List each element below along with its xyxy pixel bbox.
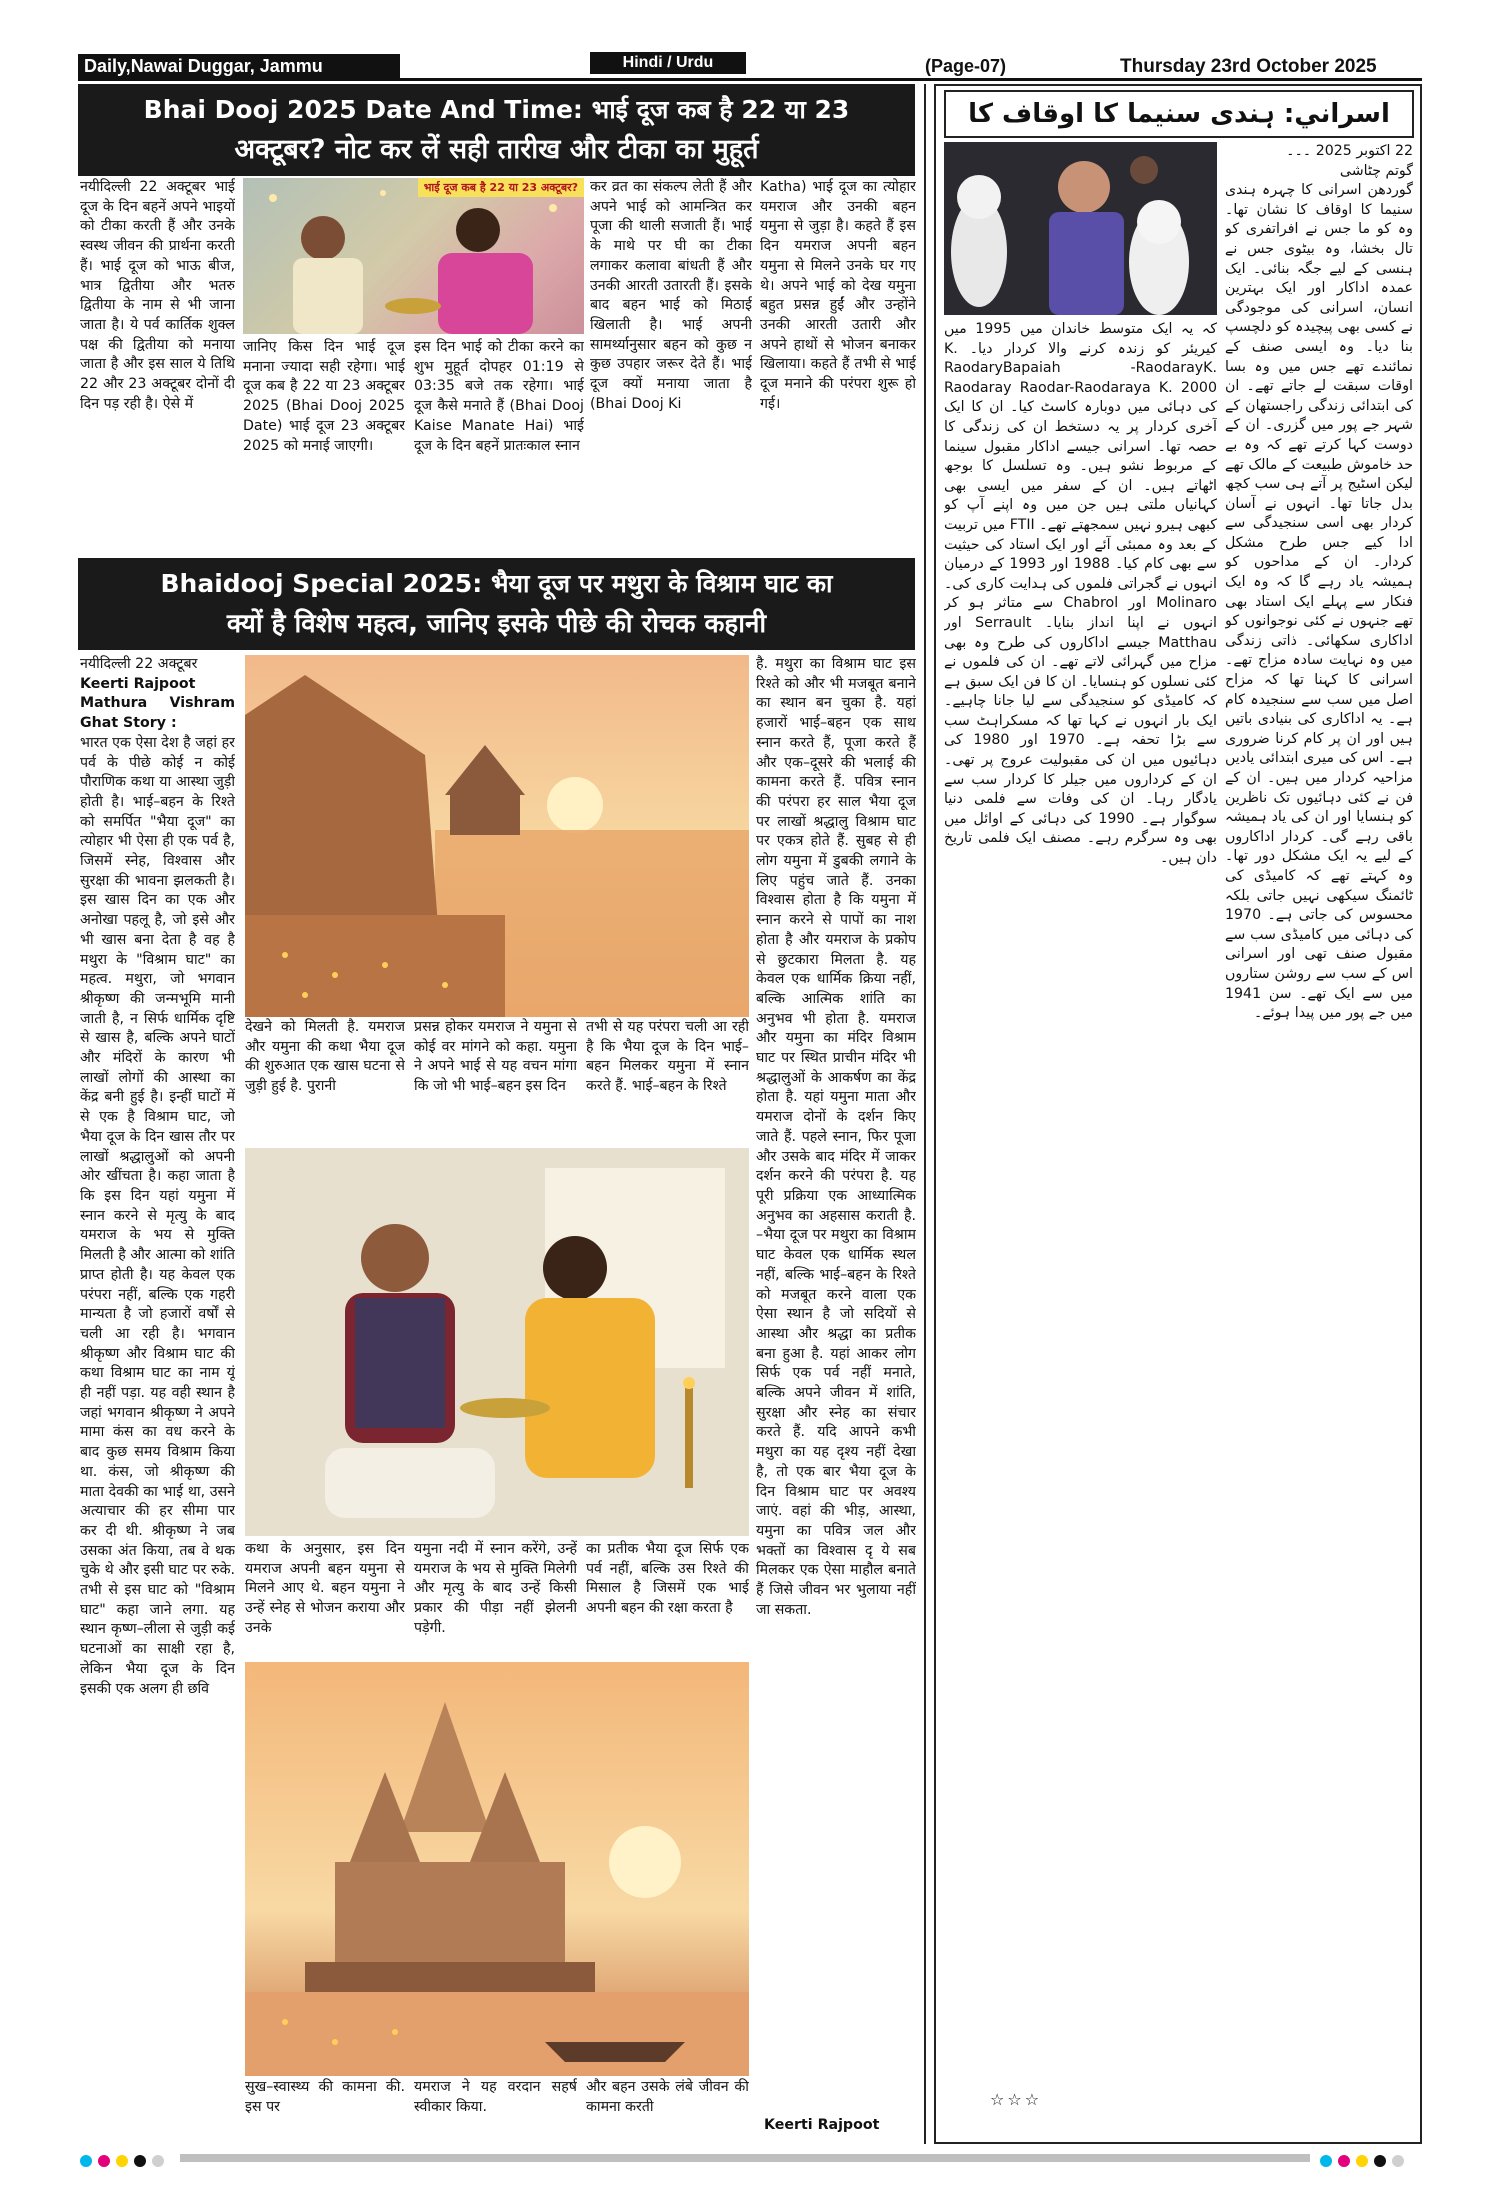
ghat-sunset-illustration [245, 655, 749, 1017]
article2-left-text: भारत एक ऐसा देश है जहां हर पर्व के पीछे कोई न कोई पौराणिक कथा या आस्था जुड़ी होती है। भाई–बहन के रिश्ते को समर्पित "भैया दूज" का त्योहार भी ऐसा ही एक पर्व है, जिसमें स्नेह, विश्वास और सुरक्षा की भावना झलकती है। इस खास दिन का एक और अनोखा पहलू है, जो इसे और भी खास बना देता है वह है मथुरा के "विश्राम घाट" का महत्व. मथुरा, जो भगवान श्रीकृष्ण की जन्मभूमि मानी जाती है, न सिर्फ धार्मिक दृष्टि से खास है, बल्कि अपने घाटों और मंदिरों के कारण भी लाखों लोगों की आस्था का केंद्र बनी हुई है। इन्हीं घाटों में से एक है विश्राम घाट, जो भैया दूज के दिन खास तौर पर लाखों श्रद्धालुओं को अपनी ओर खींचता है। कहा जाता है कि इस दिन यहां यमुना में स्नान करने से मृत्यु के बाद यमराज के भय से मुक्ति मिलती है और आत्मा को शांति प्राप्त होती है। यह केवल एक परंपरा नहीं, बल्कि एक गहरी मान्यता है जो हजारों वर्षों से चली आ रही है। भगवान श्रीकृष्ण और विश्राम घाट की कथा विश्राम घाट का नाम यूं ही नहीं पड़ा. यह वही स्थान है जहां भगवान श्रीकृष्ण ने अपने मामा कंस का वध करने के बाद कुछ समय विश्राम किया था. कंस, जो श्रीकृष्ण की माता देवकी का भाई था, उसने अत्याचार की हर सीमा पार कर दी थी. श्रीकृष्ण ने जब उसका अंत किया, तब वे थक चुके थे और इसी घाट पर रुके. तभी से इस घाट को "विश्राम घाट" कहा जाने लगा. यह स्थान कृष्ण–लीला से जुड़ी कई घटनाओं का साक्षी रहा है, लेकिन भैया दूज के दिन इसकी एक अलग ही छवि [80, 734, 235, 1697]
article2-right-column: है. मथुरा का विश्राम घाट इस रिश्ते को और भी मजबूत बनाने का स्थान बन चुका है. यहां हजारों भाई–बहन एक साथ स्नान करते हैं, पूजा करते हैं और एक–दूसरे की भलाई की कामना करते हैं. पवित्र स्नान की परंपरा हर साल भैया दूज पर लाखों श्रद्धालु विश्राम घाट पर एकत्र होते हैं. सुबह से ही लोग यमुना में डुबकी लगाने के लिए पहुंच जाते हैं. उनका विश्वास होता है कि यमुना में स्नान करने से पापों का नाश होता है और यमराज के प्रकोप से छुटकारा मिलता है. यह केवल एक धार्मिक क्रिया नहीं, बल्कि आत्मिक शांति का अनुभव भी होता है. यमराज और यमुना का मंदिर विश्राम घाट पर स्थित प्राचीन मंदिर भी श्रद्धालुओं के आकर्षण का केंद्र होता है. यहां यमुना माता और यमराज दोनों के दर्शन किए जाते हैं. पहले स्नान, फिर पूजा और उसके बाद मंदिर में जाकर दर्शन करने की परंपरा है. यह पूरी प्रक्रिया एक आध्यात्मिक अनुभव का अहसास कराती है. –भैया दूज पर मथुरा का विश्राम घाट केवल एक धार्मिक स्थल नहीं, बल्कि भाई–बहन के रिश्ते को मजबूत करने वाला एक ऐसा स्थान है जो सदियों से आस्था और श्रद्धा का प्रतीक बना हुआ है. यहां आकर लोग सिर्फ एक पर्व नहीं मनाते, बल्कि अपने जीवन में शांति, सुरक्षा और स्नेह का संचार करते हैं. यदि आपने कभी मथुरा का यह दृश्य नहीं देखा है, तो एक बार भैया दूज के दिन विश्राम घाट पर अवश्य जाएं. वहां की भीड़, आस्था, यमुना का पवित्र जल और भक्तों का विश्वास दृ ये सब मिलकर एक ऐसा माहौल बनाते हैं जिसे जीवन भर भुलाया नहीं जा सकता. [756, 656, 916, 1618]
language-label: Hindi / Urdu [590, 52, 746, 74]
urdu-date: 22 اکتوبر 2025 ۔۔۔ [1286, 143, 1413, 159]
article1-headline-line2: अक्टूबर? नोट कर लें सही तारीख और टीका का मुहूर्त [234, 134, 759, 165]
article1-col2 [243, 338, 405, 514]
issue-date: Thursday 23rd October 2025 [1120, 56, 1377, 77]
article2-headline-line2: क्यों है विशेष महत्व, जानिए इसके पीछे की रोचक कहानी [226, 609, 767, 639]
asrani-film-still [944, 142, 1217, 315]
article2-text-c: तभी से यह परंपरा चली आ रही है कि भैया दूज के दिन भाई–बहन मिलकर यमुना में स्नान करते हैं. भाई–बहन के रिश्ते [586, 1019, 749, 1095]
article1-photo [243, 178, 584, 334]
urdu-right-text: گوردھن اسرانی کا چہرہ ہندی سنیما کا اوقاف کا نشان تھا۔ وہ کو ما جس نے افراتفری کو تال بخشا، وہ بیٹوی جس نے ہنسی کے لیے جگہ بنائی۔ ایک عمدہ اداکار اور ایک بہترین انسان، اسرانی کی موجودگی نے کسی بھی پیچیدہ کو دلچسپ بنا دیا۔ وہ ایسی صنف کے نمائندے تھے جس میں وہ بسا اوقات سبقت لے جاتے تھے۔ ان کی ابتدائی زندگی راجستھان کے شہر جے پور میں گزری۔ ان کے دوست کہا کرتے تھے کہ وہ بے حد خاموش طبیعت کے مالک تھے لیکن اسٹیج پر آتے ہی سب کچھ بدل جاتا تھا۔ انہوں نے آسان کردار بھی اسی سنجیدگی سے ادا کیے جس طرح مشکل کردار۔ ان کے مداحوں کو ہمیشہ یاد رہے گا کہ وہ ایک فنکار سے پہلے ایک استاد بھی تھے جنہوں نے کئی نوجوانوں کو اداکاری سکھائی۔ ذاتی زندگی میں وہ نہایت سادہ مزاج تھے۔ اسرانی کا کہنا تھا کہ مزاح اصل میں سب سے سنجیدہ کام ہے۔ یہ اداکاری کی بنیادی باتیں ہیں اور ان پر کام کرنا ضروری ہے۔ اس کی میری ابتدائی یادیں مزاحیہ کردار میں ہیں۔ ان کے فن نے کئی دہائیوں تک ناظرین کو ہنسایا اور ان کی یاد ہمیشہ باقی رہے گی۔ کردار اداکاروں کے لیے یہ ایک مشکل دور تھا۔ وہ کہتے تھے کہ کامیڈی کی ٹائمنگ سیکھی نہیں جاتی بلکہ محسوس کی جاتی ہے۔ 1970 کی دہائی میں کامیڈی سب سے مقبول صنف تھی اور اسرانی اس کے سب سے روشن ستاروں میں سے ایک تھے۔ سن 1941 میں جے پور میں پیدا ہوئے۔ [1225, 182, 1413, 1022]
temple-illustration [245, 1662, 749, 2076]
article2-text-h: यमराज ने यह वरदान सहर्ष स्वीकार किया. [414, 2079, 577, 2115]
article1-col3: इस दिन भाई को टीका करने का शुभ मुहूर्त दोपहर 01:19 से 03:35 बजे तक रहेगा। भाई दूज कैसे मनाते हैं (Bhai Dooj Kaise Manate Hai) भाई दूज के दिन बहनें प्रातःकाल स्नान [414, 339, 584, 454]
asrani-photo [944, 142, 1217, 315]
article1-col5: Katha) भाई दूज का त्योहार यमराज और उनकी बहन यमुना से जुड़ा है। कहते हैं इस दिन यमराज अपनी बहन यमुना से मिलने उनके घर गए थे। अपने भाई को देख यमुना बहुत प्रसन्न हुईं और उन्होंने उनकी आरती उतारी और अपने हाथों से भोजन बनाकर खिलाया। कहते हैं तभी से भाई दूज मनाने की परंपरा शुरू हो गई। [760, 179, 916, 412]
newspaper-name: Daily,Nawai Duggar, Jammu [78, 54, 400, 78]
color-registration-left [80, 2152, 170, 2171]
article2-dateline: नयीदिल्ली 22 अक्टूबर [80, 656, 198, 672]
siblings-tilak-illustration [245, 1148, 749, 1536]
column-divider [924, 84, 926, 2144]
bhai-dooj-family-photo [245, 1148, 749, 1536]
urdu-right-column [1225, 142, 1413, 2132]
yellow-dot [116, 2155, 128, 2167]
temple-river-photo [245, 1662, 749, 2076]
article2-text-g: सुख–स्वास्थ्य की कामना की. इस पर [245, 2079, 405, 2115]
urdu-middle-columns: کہ یہ ایک متوسط خاندان میں 1995 میں کیریئر کو زندہ کرنے والا کردار دیا۔ K. RaodaryBapaiah -RaodarayK. Raodaray Raodar-Raodaraya K. 2000 کی دہائی میں دوبارہ کاسٹ کیا۔ ان کا ایک آخری کردار پر یہ دستخط ان کی زندگی کا حصہ تھا۔ اسرانی جیسے اداکار مقبول سینما کے مربوط نشو ہیں۔ وہ تسلسل کا بوجھ اٹھاتے ہیں۔ ان کے سفر میں ایسی بھی کہانیاں ملتی ہیں جن میں وہ اپنے آپ کو کبھی ہیرو نہیں سمجھتے تھے۔ FTII میں تربیت کے بعد وہ ممبئی آئے اور ایک استاد کی حیثیت سے بھی کام کیا۔ 1988 اور 1993 کے درمیان انہوں نے گجراتی فلموں کی ہدایت کاری کی۔ Molinaro اور Chabrol سے متاثر ہو کر انہوں نے اپنا انداز بنایا۔ Serrault اور Matthau جیسے اداکاروں کی طرح وہ بھی مزاح میں گہرائی لاتے تھے۔ ان کی فلموں نے کئی نسلوں کو ہنسایا۔ ان کا فن ایک سبق ہے کہ کامیڈی کو سنجیدگی سے لیا جانا چاہیے۔ ایک بار انہوں نے کہا تھا کہ مسکراہٹ سب سے بڑا تحفہ ہے۔ 1970 اور 1980 کی دہائیوں میں ان کی مقبولیت عروج پر تھی۔ ان کے کرداروں میں جیلر کا کردار سب سے یادگار رہا۔ ان کی وفات سے فلمی دنیا سوگوار ہے۔ 1990 کی دہائی کے اوائل میں بھی وہ سرگرم رہے۔ مصنف ایک فلمی تاریخ دان ہیں۔ [944, 321, 1217, 867]
article2-left-column [80, 655, 235, 2155]
article1-photo-caption: भाई दूज कब है 22 या 23 अक्टूबर? [418, 178, 584, 197]
article1-headline [78, 84, 915, 176]
article2-text-b: प्रसन्न होकर यमराज ने यमुना से कोई वर मांगने को कहा. यमुना ने अपने भाई से यह वचन मांगा कि जो भी भाई–बहन इस दिन [414, 1019, 577, 1095]
color-registration-right [1320, 2152, 1410, 2171]
yellow-dot [1356, 2155, 1368, 2167]
article2-text-d: कथा के अनुसार, इस दिन यमराज अपनी बहन यमुना से मिलने आए थे. बहन यमुना ने उन्हें स्नेह से भोजन कराया और उनके [245, 1541, 405, 1636]
grey-dot [152, 2155, 164, 2167]
article2-text-f: का प्रतीक भैया दूज सिर्फ एक पर्व नहीं, बल्कि उस रिश्ते की मिसाल है जिसमें एक भाई अपनी बहन की रक्षा करता है [586, 1541, 749, 1617]
black-dot [1374, 2155, 1386, 2167]
article1-col4: कर व्रत का संकल्प लेती हैं और अपने भाई को आमन्त्रित कर पूजा की थाली सजाती हैं। भाई के माथे पर घी का टीका लगाकर कलावा बांधती हैं और उनकी आरती उतारती हैं। इसके बाद बहन भाई को मिठाई खिलाती है। भाई अपनी सामर्थ्यानुसार बहन को कुछ न कुछ उपहार जरूर देते हैं। भाई दूज क्यों मनाया जाता है (Bhai Dooj Ki [590, 179, 752, 412]
magenta-dot [98, 2155, 110, 2167]
header-rule [78, 78, 1422, 81]
article2-headline-line1: Bhaidooj Special 2025: भैया दूज पर मथुरा के विश्राम घाट का [160, 569, 833, 598]
cyan-dot [1320, 2155, 1332, 2167]
black-dot [134, 2155, 146, 2167]
urdu-byline: گوتم چٹاشی [1339, 162, 1413, 179]
urdu-stars: ☆☆☆ [990, 2090, 1043, 2109]
article2-right-byline: Keerti Rajpoot [764, 2117, 880, 2133]
article2-subhead: Mathura Vishram Ghat Story : [80, 695, 235, 732]
magenta-dot [1338, 2155, 1350, 2167]
bhai-dooj-illustration [243, 178, 584, 334]
cyan-dot [80, 2155, 92, 2167]
article2-byline: Keerti Rajpoot [80, 675, 196, 692]
article2-text-e: यमुना नदी में स्नान करेंगे, उन्हें यमराज के भय से मुक्ति मिलेगी और मृत्यु के बाद उन्हें किसी प्रकार की पीड़ा नहीं झेलनी पड़ेगी. [414, 1541, 577, 1636]
article1-col1: नयीदिल्ली 22 अक्टूबर भाई दूज के दिन बहनें अपने भाइयों को टीका करती हैं और उनके स्वस्थ जीवन की प्रार्थना करती हैं। भाई दूज को भाऊ बीज, भात्र द्वितीया और भतरु द्वितीया के नाम से भी जाना जाता है। ये पर्व कार्तिक शुक्ल पक्ष की द्वितीया को मनाया जाता है और इस साल ये तिथि 22 और 23 अक्टूबर दोनों दी दिन पड़ रही है। ऐसे में [80, 179, 235, 412]
article2-headline [78, 558, 915, 650]
article2-text-a: देखने को मिलती है. यमराज और यमुना की कथा भैया दूज की शुरुआत एक खास घटना से जुड़ी हुई है. पुरानी [245, 1019, 405, 1095]
page-number: (Page-07) [925, 56, 1007, 76]
vishram-ghat-photo [245, 655, 749, 1017]
urdu-title: اسراني: ہندی سنیما کا اوقاف کا [944, 90, 1414, 138]
grey-dot [1392, 2155, 1404, 2167]
article1-headline-line1: Bhai Dooj 2025 Date And Time: भाई दूज कब है 22 या 23 [143, 95, 850, 124]
article2-text-i: और बहन उसके लंबे जीवन की कामना करती [586, 2079, 749, 2115]
article1-col2-text: जानिए किस दिन भाई दूज मनाना ज्यादा सही रहेगा। भाई दूज कब है 22 या 23 अक्टूबर 2025 (Bhai Dooj 2025 Date) भाई दूज 23 अक्टूबर 2025 को मनाई जाएगी। [243, 339, 405, 454]
footer-bar [180, 2154, 1310, 2162]
